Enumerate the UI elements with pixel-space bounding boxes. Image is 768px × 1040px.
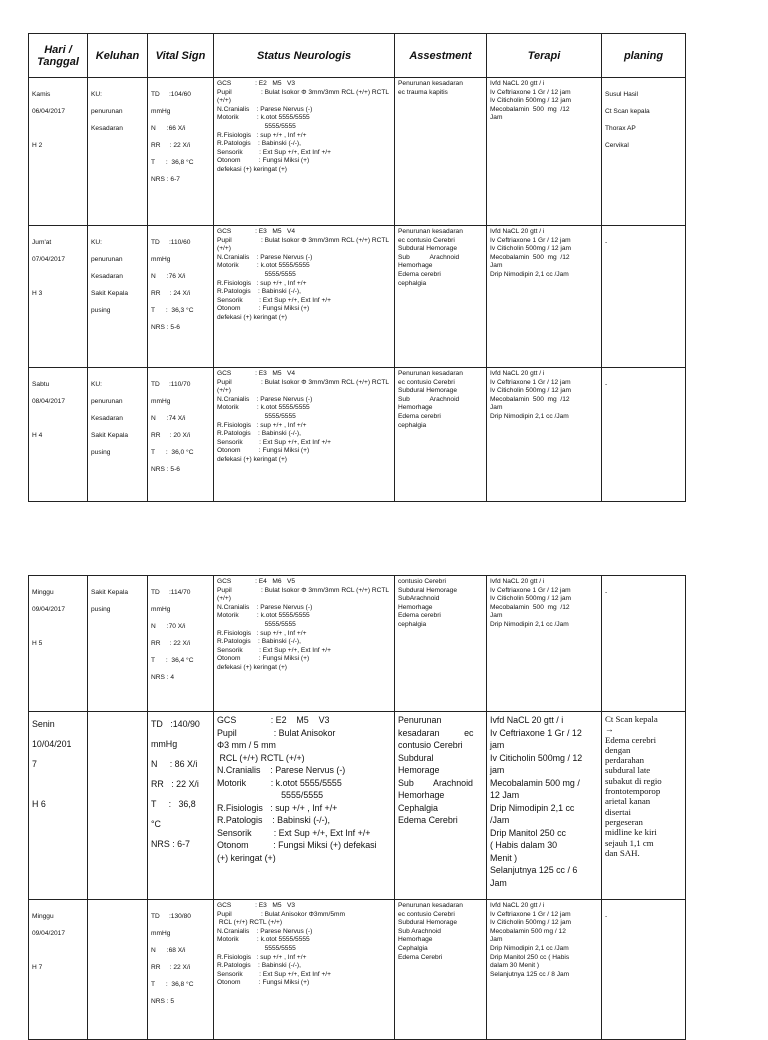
cell-assessment: Penurunan kesadaran ec contusio Cerebri Subdural Hemorage Sub Arachnoid Hemorhage Edema cerebri cephalgia (395, 226, 487, 368)
cell-assessment: Penurunan kesadaran ec contusio Cerebri Subdural Hemorage Sub Arachnoid Hemorhage Edema cerebri cephalgia (395, 368, 487, 502)
cell-assessment: Penurunan kesadaran ec contusio Cerebri Subdural Hemorage Sub Arachnoid Hemorhage Cephalgia Edema Cerebri (395, 900, 487, 1040)
header-status-neurologis: Status Neurologis (214, 34, 395, 78)
header-row (29, 34, 686, 78)
cell-vital-sign: TD :114/70 mmHg N :70 X/i RR : 22 X/i T : 36,4 °C NRS : 4 (148, 576, 214, 712)
header-keluhan: Keluhan (88, 34, 148, 78)
cell-terapi: Ivfd NaCL 20 gtt / i Iv Ceftriaxone 1 Gr / 12 jam Iv Citicholin 500mg / 12 jam Mecobalamin 500 mg /12 Jam Drip Nimodipin 2,1 cc /Jam (487, 576, 602, 712)
cell-planing: - (602, 900, 686, 1040)
cell-keluhan: Sakit Kepala pusing (88, 576, 148, 712)
table-row (29, 78, 686, 226)
cell-status-neurologis: GCS : E2 M5 V3 Pupil : Bulat Anisokor Φ3 mm / 5 mm RCL (+/+) RCTL (+/+) N.Cranialis : Parese Nervus (-) Motorik : k.otot 5555/5555 5555/5555 R.Fisiologis : sup +/+ , Inf +/+ R.Patologis : Babinski (-/-), Sensorik : Ext Sup +/+, Ext Inf +/+ Otonom : Fungsi Miksi (+) defekasi (+) keringat (+) (214, 712, 395, 900)
cell-keluhan (88, 900, 148, 1040)
cell-status-neurologis: GCS : E3 M5 V4 Pupil : Bulat Isokor Φ 3mm/3mm RCL (+/+) RCTL (+/+) N.Cranialis : Parese Nervus (-) Motorik : k.otot 5555/5555 5555/5555 R.Fisiologis : sup +/+ , Inf +/+ R.Patologis : Babinski (-/-), Sensorik : Ext Sup +/+, Ext Inf +/+ Otonom : Fungsi Miksi (+) defekasi (+) keringat (+) (214, 368, 395, 502)
cell-planing: Ct Scan kepala → Edema cerebri dengan perdarahan subdural late subakut di regio frontotemporop arietal kanan disertai pergeseran midline ke kiri sejauh 1,1 cm dan SAH. (602, 712, 686, 900)
header-hari-tanggal: Hari / Tanggal (29, 34, 88, 78)
cell-keluhan: KU: penurunan Kesadaran (88, 78, 148, 226)
header-planing: planing (602, 34, 686, 78)
cell-vital-sign: TD :110/60 mmHg N :76 X/i RR : 24 X/i T : 36,3 °C NRS : 5-6 (148, 226, 214, 368)
header-assestment: Assestment (395, 34, 487, 78)
cell-vital-sign: TD :104/60 mmHg N :66 X/i RR : 22 X/i T : 36,8 °C NRS : 6-7 (148, 78, 214, 226)
cell-status-neurologis: GCS : E2 M5 V3 Pupil : Bulat Isokor Φ 3mm/3mm RCL (+/+) RCTL (+/+) N.Cranialis : Parese Nervus (-) Motorik : k.otot 5555/5555 5555/5555 R.Fisiologis : sup +/+ , Inf +/+ R.Patologis : Babinski (-/-), Sensorik : Ext Sup +/+, Ext Inf +/+ Otonom : Fungsi Miksi (+) defekasi (+) keringat (+) (214, 78, 395, 226)
cell-vital-sign: TD :110/70 mmHg N :74 X/i RR : 20 X/i T : 36,0 °C NRS : 5-6 (148, 368, 214, 502)
monitoring-table-bottom (28, 575, 686, 1040)
table-row (29, 368, 686, 502)
header-terapi: Terapi (487, 34, 602, 78)
cell-terapi: Ivfd NaCL 20 gtt / i Iv Ceftriaxone 1 Gr / 12 jam Iv Citicholin 500mg / 12 jam Mecobalamin 500 mg / 12 Jam Drip Nimodipin 2,1 cc /Jam Drip Manitol 250 cc ( Habis dalam 30 Menit ) Selanjutnya 125 cc / 6 Jam (487, 712, 602, 900)
table-row (29, 576, 686, 712)
cell-status-neurologis: GCS : E4 M6 V5 Pupil : Bulat Isokor Φ 3mm/3mm RCL (+/+) RCTL (+/+) N.Cranialis : Parese Nervus (-) Motorik : k.otot 5555/5555 5555/5555 R.Fisiologis : sup +/+ , Inf +/+ R.Patologis : Babinski (-/-), Sensorik : Ext Sup +/+, Ext Inf +/+ Otonom : Fungsi Miksi (+) defekasi (+) keringat (+) (214, 576, 395, 712)
cell-assessment: contusio Cerebri Subdural Hemorage SubArachnoid Hemorhage Edema cerebri cephalgia (395, 576, 487, 712)
table-row (29, 226, 686, 368)
header-vital-sign: Vital Sign (148, 34, 214, 78)
cell-hari: Jum'at 07/04/2017 H 3 (29, 226, 88, 368)
cell-keluhan: KU: penurunan Kesadaran Sakit Kepala pusing (88, 368, 148, 502)
cell-hari: Minggu 09/04/2017 H 7 (29, 900, 88, 1040)
cell-terapi: Ivfd NaCL 20 gtt / i Iv Ceftriaxone 1 Gr / 12 jam Iv Citicholin 500mg / 12 jam Mecobalamin 500 mg /12 Jam (487, 78, 602, 226)
cell-status-neurologis: GCS : E3 M5 V4 Pupil : Bulat Isokor Φ 3mm/3mm RCL (+/+) RCTL (+/+) N.Cranialis : Parese Nervus (-) Motorik : k.otot 5555/5555 5555/5555 R.Fisiologis : sup +/+ , Inf +/+ R.Patologis : Babinski (-/-), Sensorik : Ext Sup +/+, Ext Inf +/+ Otonom : Fungsi Miksi (+) defekasi (+) keringat (+) (214, 226, 395, 368)
cell-planing: - (602, 576, 686, 712)
table-row (29, 712, 686, 900)
cell-planing: - (602, 226, 686, 368)
cell-keluhan (88, 712, 148, 900)
cell-vital-sign: TD :140/90 mmHg N : 86 X/i RR : 22 X/i T : 36,8 °C NRS : 6-7 (148, 712, 214, 900)
cell-planing: Susul Hasil Ct Scan kepala Thorax AP Cervikal (602, 78, 686, 226)
cell-status-neurologis: GCS : E3 M5 V3 Pupil : Bulat Anisokor Φ3mm/5mm RCL (+/+) RCTL (+/+) N.Cranialis : Parese Nervus (-) Motorik : k.otot 5555/5555 5555/5555 R.Fisiologis : sup +/+ , Inf +/+ R.Patologis : Babinski (-/-), Sensorik : Ext Sup +/+, Ext Inf +/+ Otonom : Fungsi Miksi (+) (214, 900, 395, 1040)
cell-assessment: Penurunan kesadaran ec trauma kapitis (395, 78, 487, 226)
cell-terapi: Ivfd NaCL 20 gtt / i Iv Ceftriaxone 1 Gr / 12 jam Iv Citicholin 500mg / 12 jam Mecobalamin 500 mg /12 Jam Drip Nimodipin 2,1 cc /Jam (487, 368, 602, 502)
monitoring-table-top (28, 33, 686, 502)
cell-keluhan: KU: penurunan Kesadaran Sakit Kepala pusing (88, 226, 148, 368)
cell-vital-sign: TD :130/80 mmHg N :68 X/i RR : 22 X/i T : 36,8 °C NRS : 5 (148, 900, 214, 1040)
cell-hari: Minggu 09/04/2017 H 5 (29, 576, 88, 712)
cell-planing: - (602, 368, 686, 502)
cell-hari: Sabtu 08/04/2017 H 4 (29, 368, 88, 502)
table-row (29, 900, 686, 1040)
cell-hari: Kamis 06/04/2017 H 2 (29, 78, 88, 226)
cell-assessment: Penurunan kesadaran ec contusio Cerebri Subdural Hemorage Sub Arachnoid Hemorhage Cephalgia Edema Cerebri (395, 712, 487, 900)
cell-terapi: Ivfd NaCL 20 gtt / i Iv Ceftriaxone 1 Gr / 12 jam Iv Citicholin 500mg / 12 jam Mecobalamin 500 mg /12 Jam Drip Nimodipin 2,1 cc /Jam (487, 226, 602, 368)
cell-hari: Senin 10/04/201 7 H 6 (29, 712, 88, 900)
cell-terapi: Ivfd NaCL 20 gtt / i Iv Ceftriaxone 1 Gr / 12 jam Iv Citicholin 500mg / 12 jam Mecobalamin 500 mg / 12 Jam Drip Nimodipin 2,1 cc /Jam Drip Manitol 250 cc ( Habis dalam 30 Menit ) Selanjutnya 125 cc / 8 Jam (487, 900, 602, 1040)
